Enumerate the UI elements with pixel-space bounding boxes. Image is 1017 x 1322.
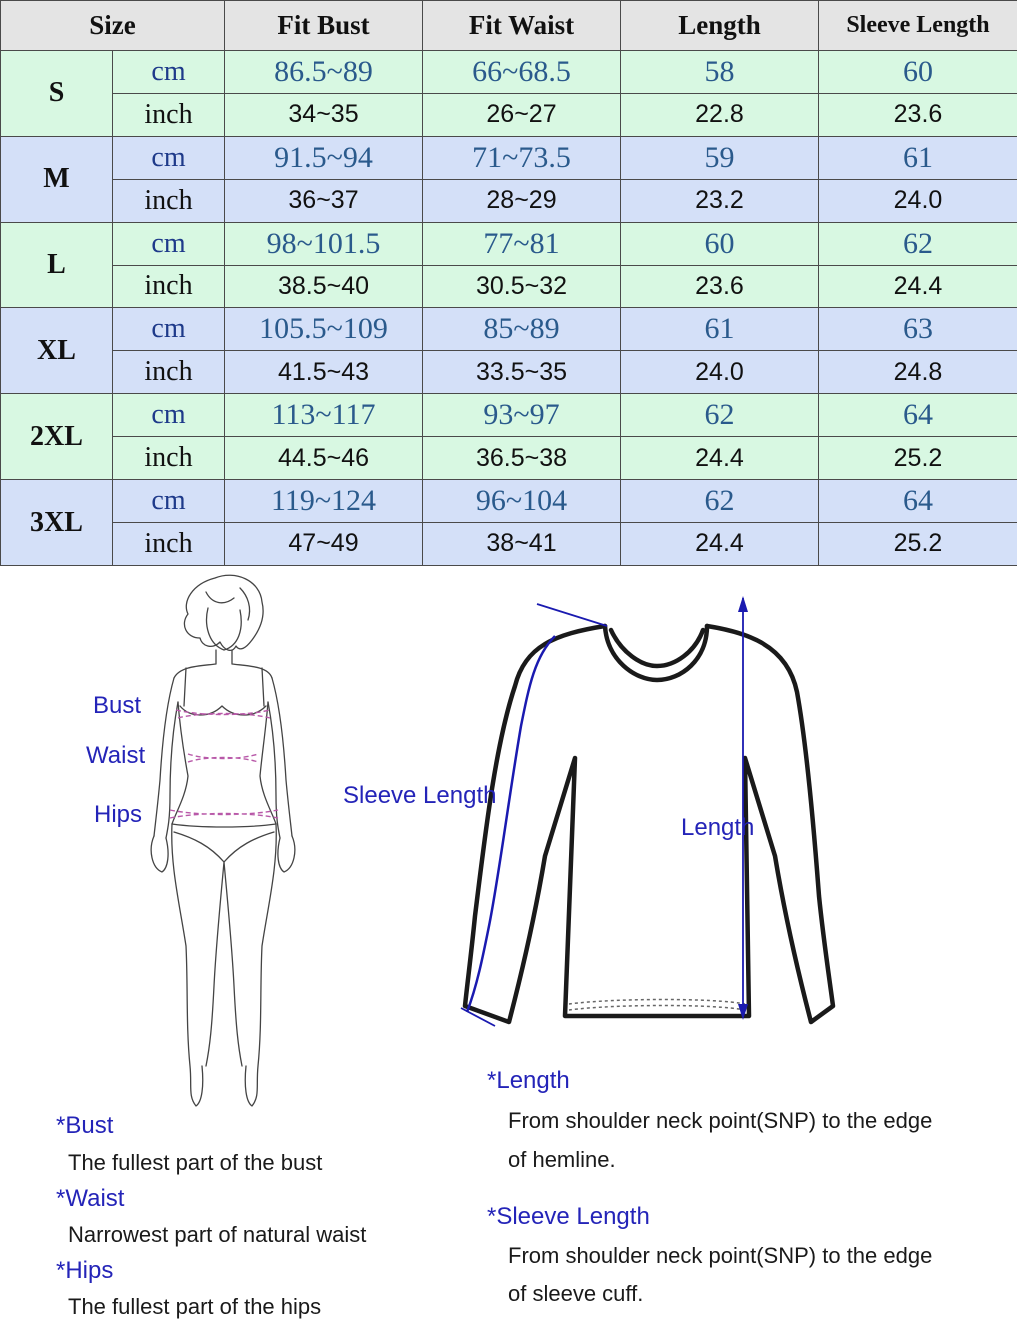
def-bust-term: *Bust (56, 1112, 114, 1139)
cell-waist-inch: 38~41 (423, 522, 621, 565)
cell-length-inch: 22.8 (621, 93, 819, 136)
cell-length-cm: 61 (621, 308, 819, 351)
unit-label-inch: inch (113, 351, 225, 394)
cell-waist-inch: 28~29 (423, 179, 621, 222)
table-row-inch (1, 351, 1017, 394)
table-row-cm (1, 136, 1017, 179)
cell-waist-cm: 85~89 (423, 308, 621, 351)
unit-label-cm: cm (113, 136, 225, 179)
label-waist: Waist (86, 742, 146, 769)
cell-sleeve-length-inch: 25.2 (819, 437, 1017, 480)
cell-length-inch: 24.4 (621, 522, 819, 565)
cell-length-inch: 24.4 (621, 437, 819, 480)
header-size: Size (1, 1, 225, 51)
def-length-line1: From shoulder neck point(SNP) to the edge (508, 1108, 933, 1133)
cell-bust-inch: 47~49 (225, 522, 423, 565)
cell-length-inch: 24.0 (621, 351, 819, 394)
size-cell: S (1, 51, 113, 137)
def-sleeve-length-line2: of sleeve cuff. (508, 1281, 644, 1306)
def-length-line2: of hemline. (508, 1147, 616, 1172)
woman-figure-illustration (140, 566, 300, 1116)
size-cell: L (1, 222, 113, 308)
header-fit-waist: Fit Waist (423, 1, 621, 51)
cell-sleeve-length-cm: 62 (819, 222, 1017, 265)
table-row-cm (1, 51, 1017, 94)
cell-waist-cm: 77~81 (423, 222, 621, 265)
cell-waist-inch: 26~27 (423, 93, 621, 136)
cell-sleeve-length-inch: 24.4 (819, 265, 1017, 308)
cell-length-inch: 23.6 (621, 265, 819, 308)
cell-sleeve-length-cm: 61 (819, 136, 1017, 179)
def-waist-term: *Waist (56, 1185, 125, 1212)
def-hips-desc: The fullest part of the hips (68, 1294, 322, 1319)
cell-sleeve-length-cm: 60 (819, 51, 1017, 94)
unit-label-inch: inch (113, 265, 225, 308)
unit-label-inch: inch (113, 437, 225, 480)
cell-sleeve-length-cm: 64 (819, 394, 1017, 437)
size-cell: 3XL (1, 480, 113, 566)
def-waist-desc: Narrowest part of natural waist (68, 1222, 367, 1247)
label-bust: Bust (93, 692, 142, 719)
cell-length-cm: 62 (621, 480, 819, 523)
table-row-inch (1, 93, 1017, 136)
table-row-cm (1, 480, 1017, 523)
table-row-inch (1, 522, 1017, 565)
unit-label-cm: cm (113, 51, 225, 94)
cell-bust-cm: 98~101.5 (225, 222, 423, 265)
cell-bust-inch: 34~35 (225, 93, 423, 136)
cell-bust-cm: 86.5~89 (225, 51, 423, 94)
cell-length-cm: 58 (621, 51, 819, 94)
cell-bust-cm: 113~117 (225, 394, 423, 437)
cell-sleeve-length-inch: 23.6 (819, 93, 1017, 136)
header-fit-bust: Fit Bust (225, 1, 423, 51)
size-cell: XL (1, 308, 113, 394)
unit-label-cm: cm (113, 480, 225, 523)
cell-waist-inch: 33.5~35 (423, 351, 621, 394)
label-hips: Hips (94, 801, 143, 828)
cell-bust-cm: 119~124 (225, 480, 423, 523)
def-sleeve-length-line1: From shoulder neck point(SNP) to the edge (508, 1243, 933, 1268)
shirt-illustration (425, 596, 845, 1036)
table-row-inch (1, 265, 1017, 308)
unit-label-cm: cm (113, 222, 225, 265)
size-chart-table (0, 0, 1017, 566)
def-sleeve-length-term: *Sleeve Length (487, 1203, 650, 1230)
cell-bust-cm: 91.5~94 (225, 136, 423, 179)
unit-label-inch: inch (113, 179, 225, 222)
unit-label-cm: cm (113, 394, 225, 437)
header-sleeve-length: Sleeve Length (819, 1, 1017, 51)
size-cell: 2XL (1, 394, 113, 480)
cell-bust-inch: 38.5~40 (225, 265, 423, 308)
cell-waist-cm: 93~97 (423, 394, 621, 437)
cell-length-cm: 59 (621, 136, 819, 179)
label-sleeve-length: Sleeve Length (343, 782, 497, 809)
unit-label-cm: cm (113, 308, 225, 351)
unit-label-inch: inch (113, 522, 225, 565)
cell-length-cm: 60 (621, 222, 819, 265)
cell-length-cm: 62 (621, 394, 819, 437)
table-row-inch (1, 179, 1017, 222)
cell-sleeve-length-cm: 64 (819, 480, 1017, 523)
header-row (1, 1, 1017, 51)
cell-waist-inch: 30.5~32 (423, 265, 621, 308)
size-cell: M (1, 136, 113, 222)
cell-waist-cm: 71~73.5 (423, 136, 621, 179)
cell-bust-cm: 105.5~109 (225, 308, 423, 351)
cell-sleeve-length-inch: 24.8 (819, 351, 1017, 394)
def-hips-term: *Hips (56, 1257, 114, 1284)
cell-length-inch: 23.2 (621, 179, 819, 222)
table-row-cm (1, 222, 1017, 265)
cell-waist-cm: 66~68.5 (423, 51, 621, 94)
cell-bust-inch: 41.5~43 (225, 351, 423, 394)
cell-sleeve-length-inch: 25.2 (819, 522, 1017, 565)
cell-bust-inch: 44.5~46 (225, 437, 423, 480)
label-length: Length (681, 814, 755, 841)
cell-sleeve-length-cm: 63 (819, 308, 1017, 351)
cell-waist-inch: 36.5~38 (423, 437, 621, 480)
table-row-cm (1, 394, 1017, 437)
cell-bust-inch: 36~37 (225, 179, 423, 222)
unit-label-inch: inch (113, 93, 225, 136)
def-bust-desc: The fullest part of the bust (68, 1150, 323, 1175)
cell-sleeve-length-inch: 24.0 (819, 179, 1017, 222)
cell-waist-cm: 96~104 (423, 480, 621, 523)
table-row-inch (1, 437, 1017, 480)
def-length-term: *Length (487, 1067, 570, 1094)
header-length: Length (621, 1, 819, 51)
diagram-area (0, 566, 1017, 1322)
table-row-cm (1, 308, 1017, 351)
